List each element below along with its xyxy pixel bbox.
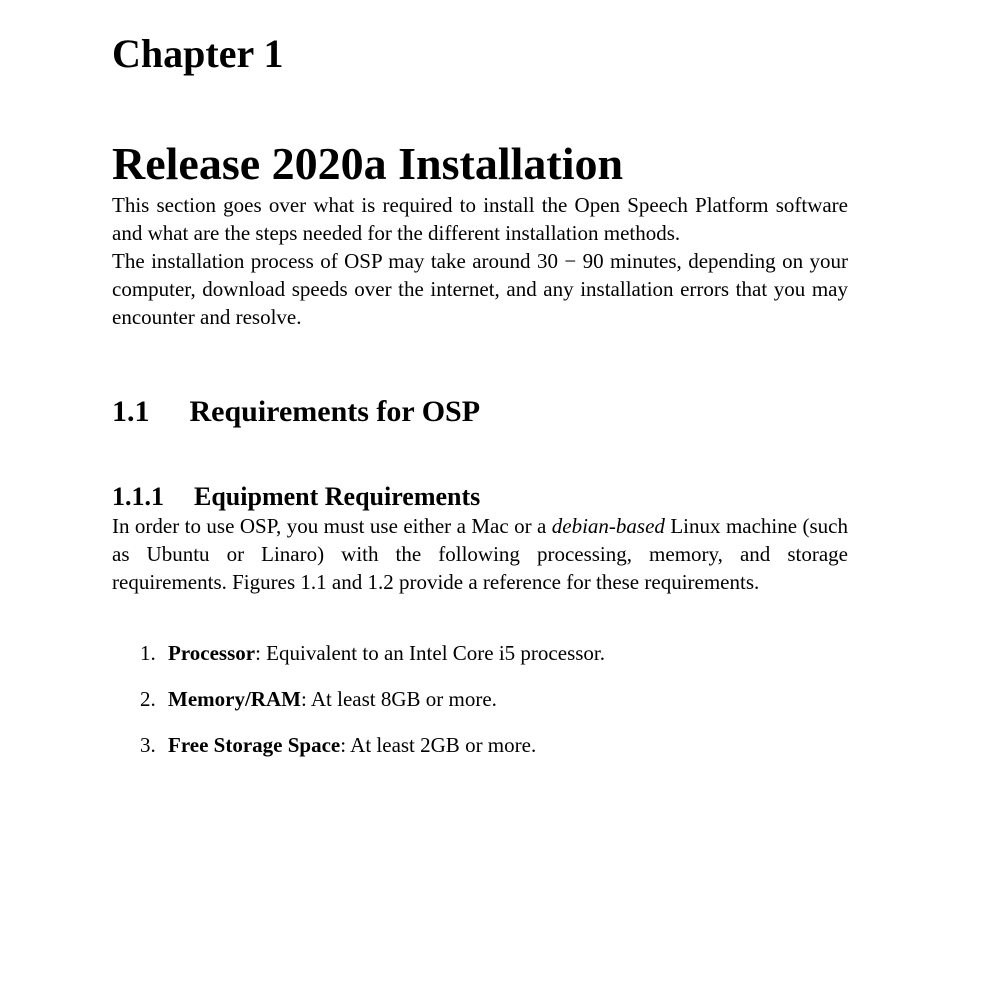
list-item-label: Free Storage Space [168, 733, 341, 757]
list-item-number: 2. [140, 687, 156, 711]
list-item-processor [140, 639, 848, 667]
list-item-number: 1. [140, 641, 156, 665]
equipment-paragraph-pre: In order to use OSP, you must use either a Mac or a [112, 514, 552, 538]
requirements-list [112, 639, 848, 759]
list-item-memory [140, 685, 848, 713]
list-item-description: : At least 8GB or more. [300, 687, 497, 711]
list-item-label: Processor [168, 641, 256, 665]
equipment-paragraph-post: Linux machine (such as Ubuntu or Linaro) with the following processing, memory, and storage requirements. Figures 1.1 and 1.2 provide a reference for these requirements. [112, 514, 848, 594]
list-item-description: : At least 2GB or more. [340, 733, 537, 757]
list-item-text [168, 685, 497, 713]
subsection-heading-equipment [112, 481, 848, 512]
equipment-paragraph-italic: debian-based [551, 514, 665, 538]
list-item-description: : Equivalent to an Intel Core i5 processor. [255, 641, 605, 665]
list-item-text [168, 639, 605, 667]
equipment-paragraph [112, 512, 848, 596]
list-item-label: Memory/RAM [168, 687, 301, 711]
chapter-number-heading: Chapter 1 [112, 31, 284, 76]
list-item-text [168, 731, 536, 759]
section-title: Requirements for OSP [189, 395, 481, 428]
list-item-storage [140, 731, 848, 759]
subsection-number: 1.1.1 [112, 482, 164, 511]
intro-paragraph-2: The installation process of OSP may take around 30 − 90 minutes, depending on your computer, download speeds over the internet, and any installation errors that you may encounter and resolve. [112, 249, 848, 329]
section-number: 1.1 [112, 395, 150, 428]
chapter-title-heading: Release 2020a Installation [112, 138, 624, 189]
intro-paragraph-1: This section goes over what is required to install the Open Speech Platform software and what are the steps needed for the different installation methods. [112, 193, 848, 245]
section-heading-requirements [112, 394, 848, 430]
subsection-title: Equipment Requirements [194, 482, 481, 511]
list-item-number: 3. [140, 733, 156, 757]
